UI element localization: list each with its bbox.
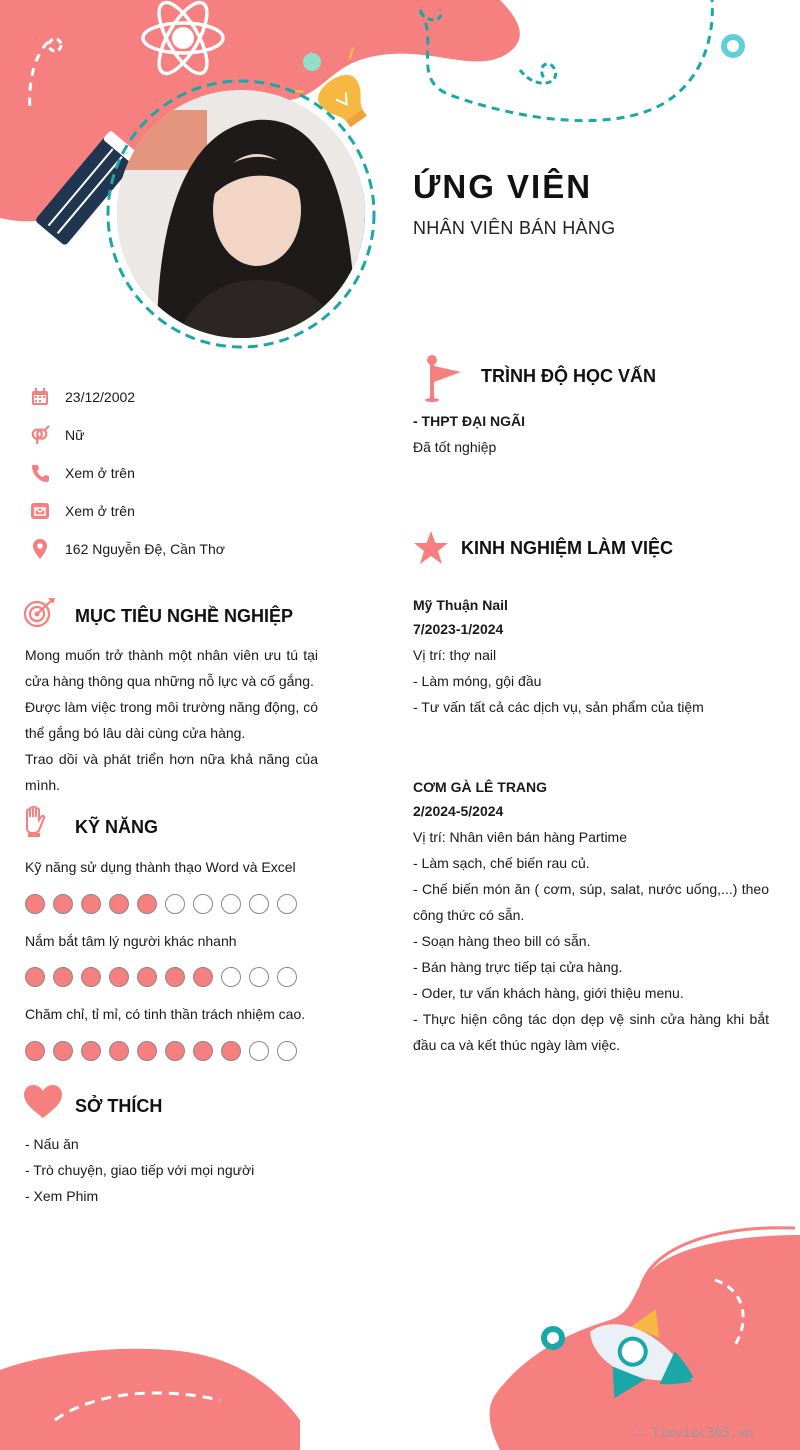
rating-dot-empty — [165, 894, 185, 914]
job-line: - Bán hàng trực tiếp tại cửa hàng. — [413, 959, 623, 975]
rating-dot-filled — [221, 1041, 241, 1061]
phone-value: Xem ở trên — [65, 465, 135, 481]
rating-dot-filled — [53, 894, 73, 914]
rating-dot-empty — [249, 894, 269, 914]
rating-dot-filled — [81, 967, 101, 987]
job-company: Mỹ Thuận Nail — [413, 597, 508, 613]
rating-dot-empty — [277, 894, 297, 914]
rating-dot-filled — [137, 894, 157, 914]
education-title: TRÌNH ĐỘ HỌC VẤN — [481, 366, 656, 386]
skill-rating — [25, 1041, 297, 1061]
rating-dot-filled — [109, 1041, 129, 1061]
rating-dot-filled — [81, 894, 101, 914]
rating-dot-filled — [193, 1041, 213, 1061]
experience-title: KINH NGHIỆM LÀM VIỆC — [461, 538, 674, 558]
hobbies-title: SỞ THÍCH — [75, 1096, 163, 1116]
objective-paragraph: Trao dồi và phát triển hơn nữa khả năng của mình. — [25, 751, 318, 793]
rating-dot-filled — [165, 967, 185, 987]
job-details — [413, 824, 769, 1058]
rating-dot-filled — [25, 894, 45, 914]
hobby-item: - Xem Phim — [25, 1188, 99, 1204]
rating-dot-filled — [137, 967, 157, 987]
watermark-text: ∴ Timviec365.vn — [636, 1426, 754, 1441]
candidate-name: ỨNG VIÊN — [413, 168, 593, 205]
job-line: - Oder, tư vấn khách hàng, giới thiệu menu. — [413, 985, 684, 1001]
job-line: - Soạn hàng theo bill có sẵn. — [413, 933, 591, 949]
heart-icon — [24, 1085, 62, 1119]
avatar — [117, 90, 365, 338]
location-icon — [30, 539, 50, 559]
skill-rating — [25, 894, 297, 914]
hobby-item: - Trò chuyện, giao tiếp với mọi người — [25, 1162, 255, 1178]
rating-dot-filled — [165, 1041, 185, 1061]
info-phone — [30, 461, 135, 485]
calendar-icon — [30, 387, 50, 407]
job-line: - Thực hiện công tác dọn dẹp vệ sinh cửa hàng khi bắt đầu ca và kết thúc ngày làm việc. — [413, 1011, 769, 1053]
address-value: 162 Nguyễn Đệ, Cần Thơ — [65, 541, 225, 557]
job-line: Vị trí: thợ nail — [413, 647, 497, 663]
objective-paragraph: Được làm việc trong môi trường năng động, có thể gắng bó lâu dài cùng cửa hàng. — [25, 699, 318, 741]
school-name: - THPT ĐẠI NGÃI — [413, 413, 525, 429]
email-icon — [30, 501, 50, 521]
portrait-illustration — [117, 90, 365, 338]
skill-label: Kỹ năng sử dụng thành thạo Word và Excel — [25, 859, 296, 875]
phone-icon — [30, 463, 50, 483]
hand-icon — [24, 806, 48, 838]
job-line: Vị trí: Nhân viên bán hàng Partime — [413, 829, 628, 845]
skills-title: KỸ NĂNG — [75, 817, 159, 837]
objective-title: MỤC TIÊU NGHỀ NGHIỆP — [75, 606, 294, 626]
hobby-item: - Nấu ăn — [25, 1136, 79, 1152]
info-gender — [30, 423, 84, 447]
skill-label: Nắm bắt tâm lý người khác nhanh — [25, 933, 237, 949]
objective-paragraph: Mong muốn trở thành một nhân viên ưu tú tại cửa hàng thông qua những nỗ lực và cố gắng. — [25, 647, 318, 689]
rating-dot-empty — [249, 1041, 269, 1061]
gender-value: Nữ — [65, 427, 85, 443]
rating-dot-filled — [193, 967, 213, 987]
rating-dot-filled — [81, 1041, 101, 1061]
rating-dot-filled — [137, 1041, 157, 1061]
job-line: - Chế biến món ăn ( cơm, súp, salat, nước uống,...) theo công thức có sẵn. — [413, 881, 769, 923]
birthdate-value: 23/12/2002 — [65, 389, 136, 405]
job-line: - Làm sạch, chế biến rau củ. — [413, 855, 590, 871]
education-status: Đã tốt nghiệp — [413, 439, 497, 455]
rating-dot-filled — [25, 967, 45, 987]
job-title: NHÂN VIÊN BÁN HÀNG — [413, 218, 616, 238]
rating-dot-filled — [109, 967, 129, 987]
target-icon — [24, 597, 56, 629]
rating-dot-filled — [25, 1041, 45, 1061]
skill-label: Chăm chỉ, tỉ mỉ, có tinh thần trách nhiệm cao. — [25, 1006, 306, 1022]
hobbies-list — [25, 1131, 254, 1209]
rating-dot-empty — [221, 967, 241, 987]
rating-dot-empty — [277, 1041, 297, 1061]
rating-dot-filled — [53, 967, 73, 987]
rating-dot-empty — [193, 894, 213, 914]
job-period: 7/2023-1/2024 — [413, 621, 504, 637]
info-address — [30, 537, 225, 561]
email-value: Xem ở trên — [65, 503, 135, 519]
rating-dot-empty — [277, 967, 297, 987]
job-details — [413, 642, 769, 720]
info-birthdate — [30, 385, 135, 409]
rating-dot-empty — [221, 894, 241, 914]
gender-icon — [30, 425, 50, 445]
rating-dot-filled — [109, 894, 129, 914]
job-line: - Làm móng, gội đầu — [413, 673, 542, 689]
objective-text — [25, 642, 318, 798]
rating-dot-filled — [53, 1041, 73, 1061]
info-email — [30, 499, 135, 523]
skill-rating — [25, 967, 297, 987]
star-icon — [413, 531, 449, 565]
job-line: - Tư vấn tất cả các dịch vụ, sản phẩm của tiệm — [413, 699, 704, 715]
job-company: CƠM GÀ LÊ TRANG — [413, 779, 548, 795]
rating-dot-empty — [249, 967, 269, 987]
job-period: 2/2024-5/2024 — [413, 803, 504, 819]
flag-icon — [423, 354, 463, 402]
